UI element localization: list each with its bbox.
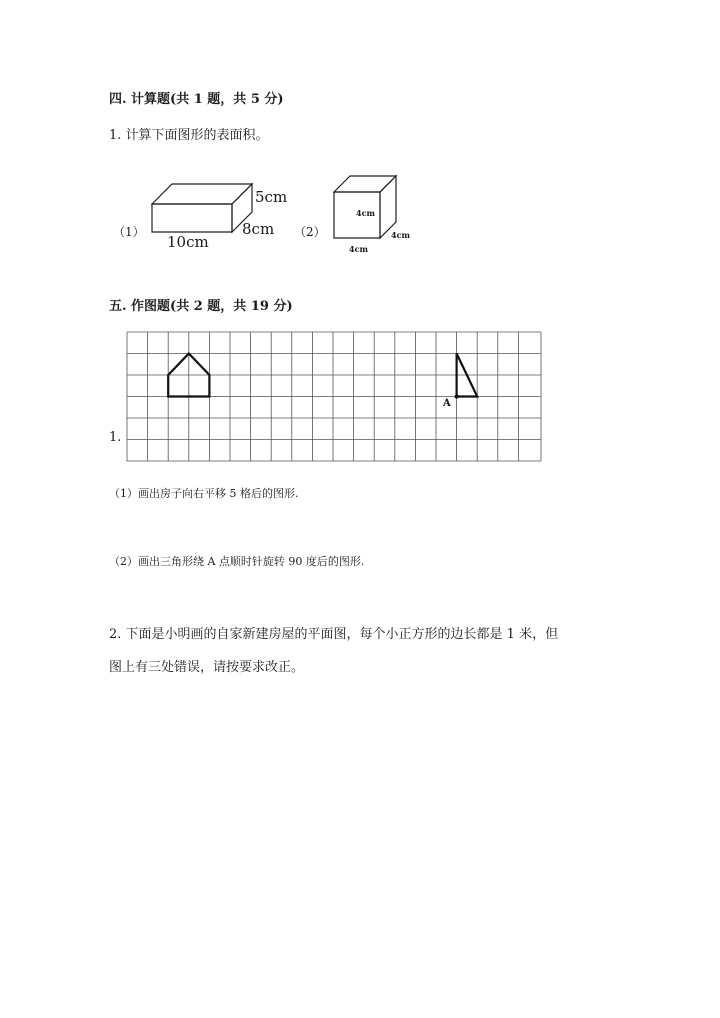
cube-side-label: 4cm (356, 208, 375, 218)
question-2-line2: 图上有三处错误，请按要求改正。 (109, 660, 305, 675)
drawing-grid (126, 331, 544, 463)
drawing-question-number: 1. (109, 430, 122, 445)
cube-bottom-label: 4cm (349, 244, 368, 254)
figure2-label: （2） (294, 225, 326, 239)
point-a-label: A (443, 398, 451, 409)
section5-heading: 五. 作图题(共 2 题，共 19 分) (109, 299, 293, 314)
point-a-marker (454, 394, 458, 398)
cuboid-height-label: 5cm (255, 188, 288, 206)
cuboid-length-label: 10cm (167, 233, 209, 251)
question-2-line1: 2. 下面是小明画的自家新建房屋的平面图，每个小正方形的边长都是 1 米，但 (109, 627, 559, 642)
question-1-text: 1. 计算下面图形的表面积。 (109, 128, 269, 143)
figure1-label: （1） (113, 225, 145, 239)
cuboid-depth-label: 8cm (242, 220, 275, 238)
drawing-task-2: （2）画出三角形绕 A 点顺时针旋转 90 度后的图形. (109, 555, 365, 568)
section4-heading: 四. 计算题(共 1 题，共 5 分) (109, 92, 284, 107)
cube-depth-label: 4cm (391, 230, 410, 240)
drawing-task-1: （1）画出房子向右平移 5 格后的图形. (109, 487, 299, 500)
